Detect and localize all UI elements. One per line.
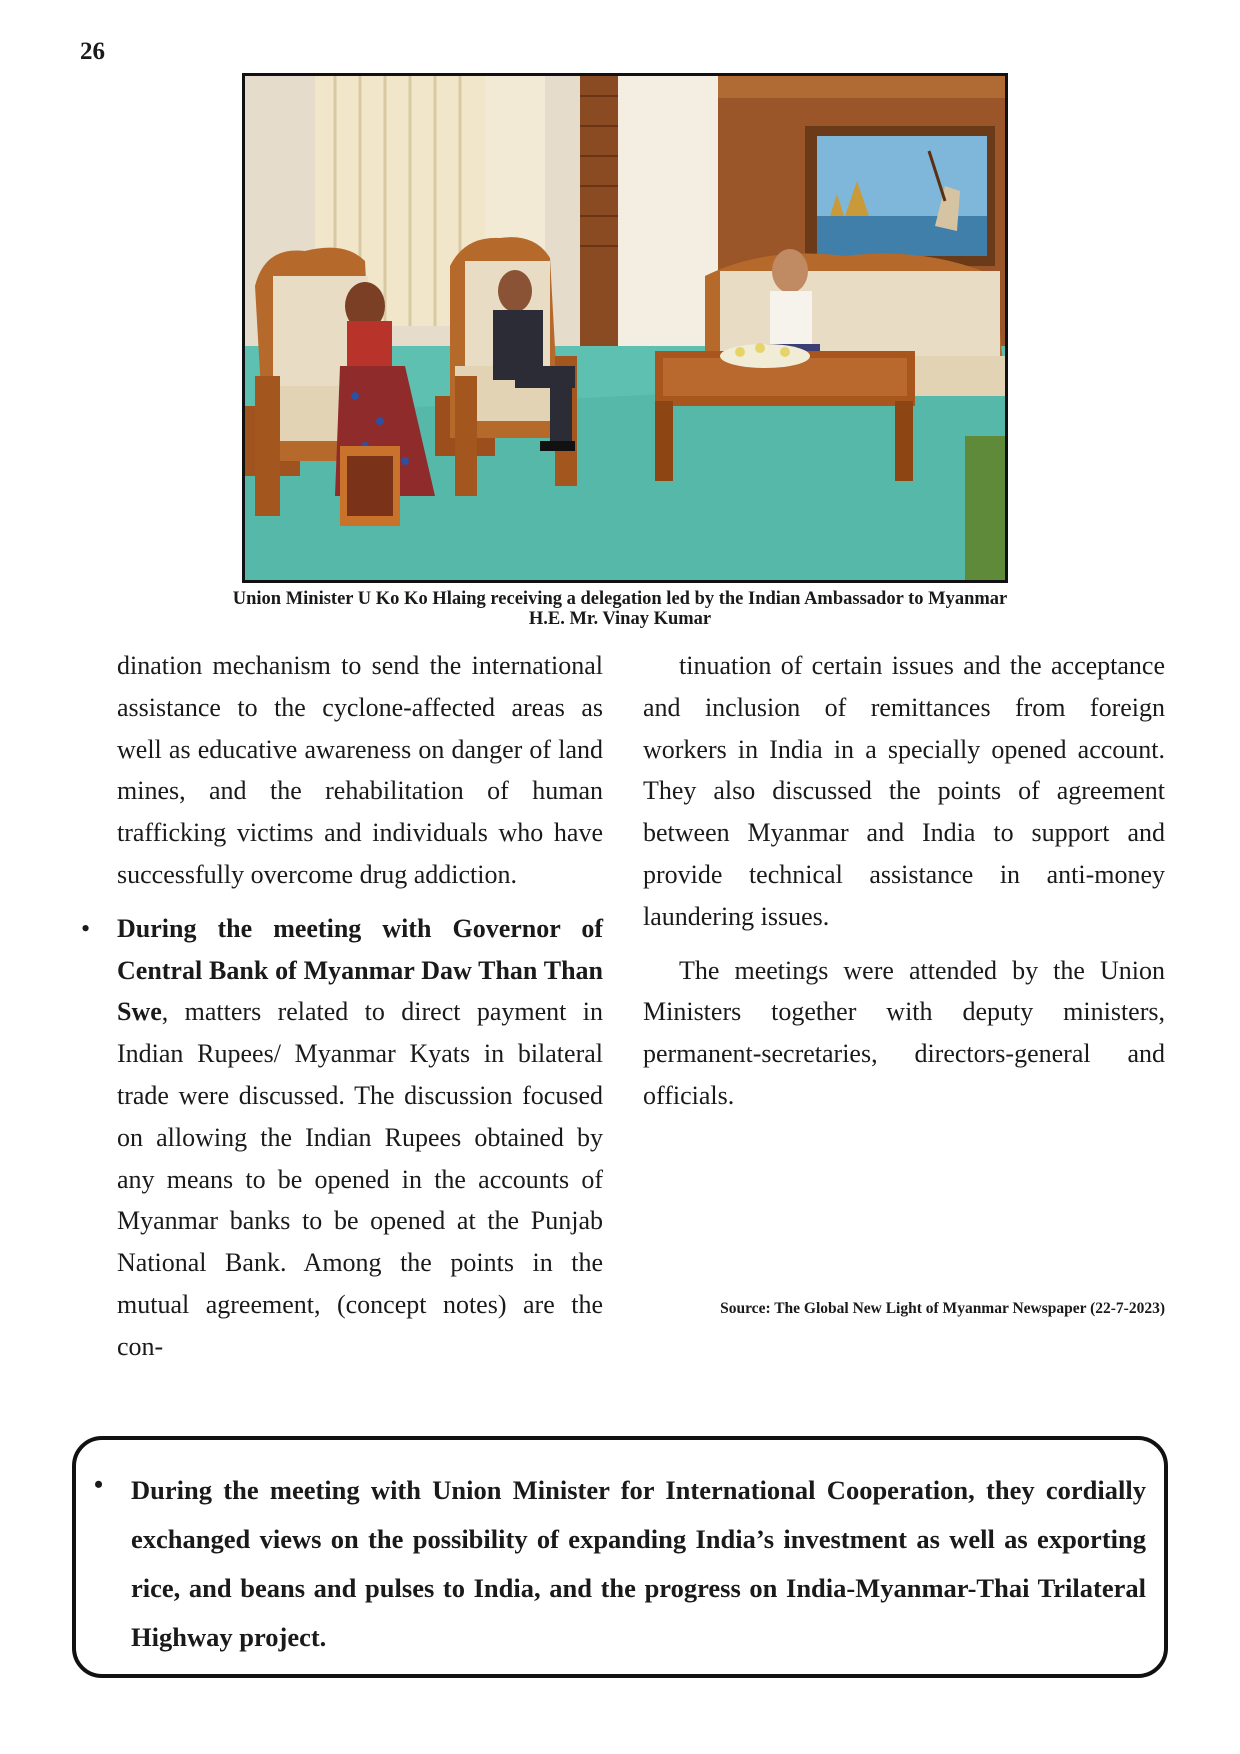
meeting-photo-illustration — [245, 76, 1005, 580]
highlight-box-text: During the meeting with Union Minister for International Cooperation, they cordially exchanged views on the possibility of expanding India’s investment as well as exporting rice, and beans and pulses to India, and the progress on India-Myanmar-Thai Trilateral Highway project. — [131, 1475, 1146, 1652]
central-bank-bullet-lead: During the meeting with Governor of Central Bank of Myanmar Daw Than Than Swe — [117, 913, 603, 1027]
bullet-dot: • — [81, 913, 91, 943]
photo-caption-line-2: H.E. Mr. Vinay Kumar — [528, 609, 712, 629]
right-continued-paragraph: tinuation of certain issues and the acceptance and inclusion of remittances from foreign workers in India in a specially opened account. They also discussed the points of agreement between Myanmar and India to support and provide technical assistance in anti-money laundering issues. — [643, 651, 1165, 931]
left-column — [81, 645, 603, 1368]
meeting-photo — [242, 73, 1008, 583]
highlight-box — [72, 1436, 1168, 1678]
photo-caption-line-1: Union Minister U Ko Ko Hlaing receiving a delegation led by the Indian Ambassador to Myanmar — [232, 589, 1008, 609]
attendance-paragraph: The meetings were attended by the Union Ministers together with deputy ministers, permanent-secretaries, directors-general and officials. — [643, 955, 1165, 1110]
source-citation: Source: The Global New Light of Myanmar Newspaper (22-7-2023) — [720, 1300, 1165, 1317]
page-number: 26 — [80, 38, 105, 65]
bullet-dot: • — [94, 1470, 104, 1499]
photo-caption — [120, 589, 1120, 629]
central-bank-bullet-body: , matters related to direct payment in Indian Rupees/ Myanmar Kyats in bilateral trade were discussed. The discussion focused on allowing the Indian Rupees obtained by any means to be opened in the accounts of Myanmar banks to be opened at the Punjab National Bank. Among the points in the mutual agreement, (concept notes) are the con- — [117, 997, 603, 1361]
left-continued-paragraph: dination mechanism to send the international assistance to the cyclone-affected areas as well as educative awareness on danger of land mines, and the rehabilitation of human trafficking victims and individuals who have successfully overcome drug addiction. — [117, 651, 603, 889]
right-column — [643, 645, 1165, 1117]
central-bank-bullet — [81, 908, 603, 1368]
